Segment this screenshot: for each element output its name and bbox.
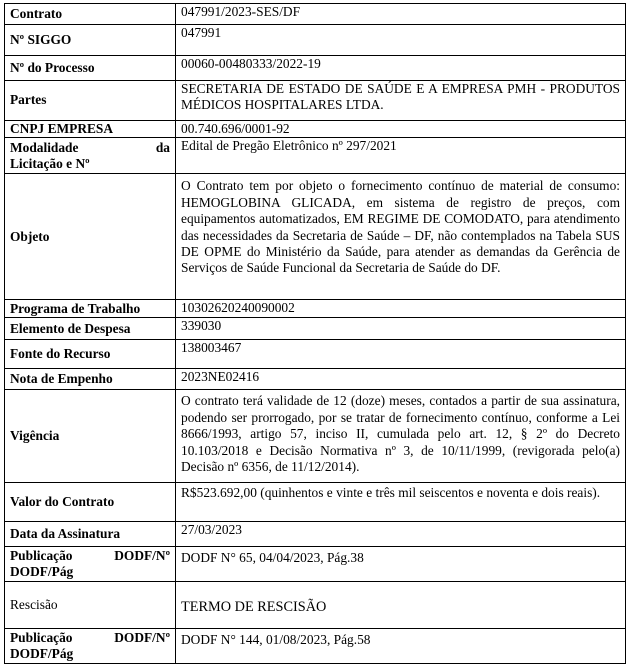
empenho-label: Nota de Empenho [5, 369, 176, 390]
modalidade-label-c: Licitação e Nº [10, 155, 90, 171]
publicacao-2-label-a: Publicação [10, 630, 73, 645]
siggo-label: Nº SIGGO [5, 25, 176, 56]
partes-value: SECRETARIA DE ESTADO DE SAÚDE E A EMPRESA PMH - PRODUTOS MÉDICOS HOSPITALARES LTDA. [176, 81, 626, 121]
table-row [5, 121, 626, 138]
table-row [5, 547, 626, 582]
rescisao-label: Rescisão [5, 582, 176, 629]
cnpj-value: 00.740.696/0001-92 [176, 121, 626, 138]
objeto-value: O Contrato tem por objeto o fornecimento contínuo de material de consumo: HEMOGLOBINA GLICADA, em sistema de registro de preços, com equipamentos automatizados, EM REGIME DE COMODATO, para atendimento das necessidades da Secretaria de Saúde – DF, não contemplados na Tabela SUS DE OPME do Ministério da Saúde, para atender as demandas da Gerência de Serviços de Saúde Funcional da Secretaria de Saúde do DF. [176, 174, 626, 300]
valor-value: R$523.692,00 (quinhentos e vinte e três mil seiscentos e noventa e dois reais). [176, 483, 626, 522]
table-row [5, 56, 626, 81]
partes-label: Partes [5, 81, 176, 121]
table-row [5, 300, 626, 318]
elemento-value: 339030 [176, 318, 626, 340]
siggo-value: 047991 [176, 25, 626, 56]
programa-value: 10302620240090002 [176, 300, 626, 318]
table-row [5, 174, 626, 300]
assinatura-value: 27/03/2023 [176, 522, 626, 547]
table-row [5, 483, 626, 522]
table-row [5, 390, 626, 483]
table-row [5, 318, 626, 340]
objeto-label: Objeto [5, 174, 176, 300]
table-row [5, 629, 626, 664]
programa-label: Programa de Trabalho [5, 300, 176, 318]
table-row [5, 340, 626, 369]
modalidade-label [5, 138, 176, 174]
contrato-value: 047991/2023-SES/DF [176, 4, 626, 25]
table-row [5, 522, 626, 547]
publicacao-2-value: DODF N° 144, 01/08/2023, Pág.58 [176, 629, 626, 664]
modalidade-value: Edital de Pregão Eletrônico nº 297/2021 [176, 138, 626, 174]
table-row [5, 369, 626, 390]
publicacao-1-label-a: Publicação [10, 548, 73, 563]
empenho-value: 2023NE02416 [176, 369, 626, 390]
publicacao-1-label-b: DODF/Nº [114, 548, 170, 563]
modalidade-label-a: Modalidade [10, 139, 79, 155]
publicacao-1-label-c: DODF/Pág [10, 564, 74, 580]
rescisao-value: TERMO DE RESCISÃO [176, 582, 626, 629]
vigencia-value: O contrato terá validade de 12 (doze) meses, contados a partir de sua assinatura, podendo ser prorrogado, por se tratar de fornecimento contínuo, conforme a Lei 8666/1993, artigo 57, inciso II, cumulada pelo art. 12, § 2º do Decreto 10.103/2018 e Decisão Normativa nº 3, de 10/11/1999, (revigorada pelo(a) Decisão nº 6356, de 11/12/2014). [176, 390, 626, 483]
publicacao-2-label-c: DODF/Pág [10, 646, 74, 662]
contract-summary-table [4, 3, 626, 664]
publicacao-2-label-b: DODF/Nº [114, 630, 170, 645]
publicacao-2-label [5, 629, 176, 664]
vigencia-label: Vigência [5, 390, 176, 483]
modalidade-label-b: da [155, 139, 170, 155]
table-row [5, 582, 626, 629]
processo-label: Nº do Processo [5, 56, 176, 81]
fonte-label: Fonte do Recurso [5, 340, 176, 369]
contrato-label: Contrato [5, 4, 176, 25]
processo-value: 00060-00480333/2022-19 [176, 56, 626, 81]
fonte-value: 138003467 [176, 340, 626, 369]
table-row [5, 4, 626, 25]
publicacao-1-label [5, 547, 176, 582]
assinatura-label: Data da Assinatura [5, 522, 176, 547]
publicacao-1-value: DODF N° 65, 04/04/2023, Pág.38 [176, 547, 626, 582]
cnpj-label: CNPJ EMPRESA [5, 121, 176, 138]
table-row [5, 81, 626, 121]
elemento-label: Elemento de Despesa [5, 318, 176, 340]
valor-label: Valor do Contrato [5, 483, 176, 522]
table-row [5, 25, 626, 56]
table-row [5, 138, 626, 174]
